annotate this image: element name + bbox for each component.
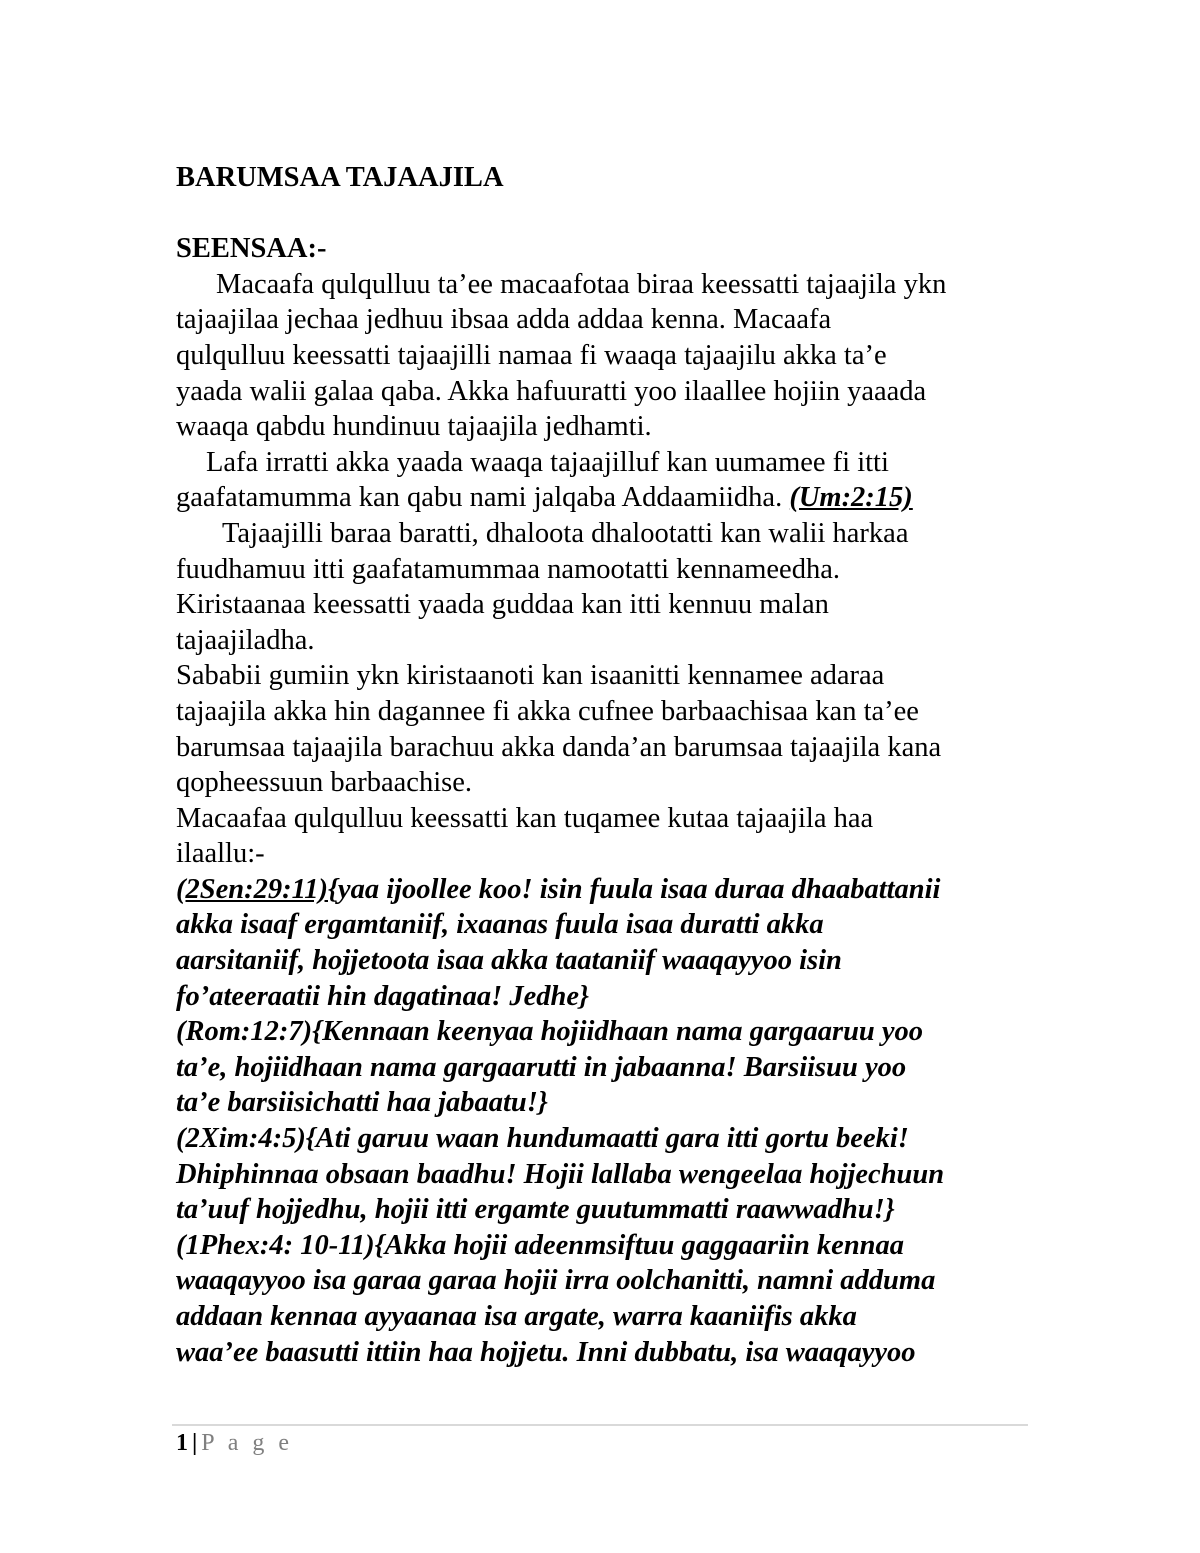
paragraph-line: ilaallu:- [176, 838, 265, 870]
paragraph-line: fuudhamuu itti gaafatamummaa namootatti kennameedha. [176, 553, 840, 585]
paragraph-text: gaafatamumma kan qabu nami jalqaba Addaamiidha. [176, 482, 790, 514]
paragraph-line: Lafa irratti akka yaada waaqa tajaajilluf kan uumamee fi itti [206, 446, 889, 478]
paragraph-line: tajaajiladha. [176, 624, 315, 656]
verse-line: Dhiphinnaa obsaan baadhu! Hojii lallaba wengeelaa hojjechuun [176, 1158, 945, 1190]
verse-line: waa’ee baasutti ittiin haa hojjetu. Inni dubbatu, isa waaqayyoo [176, 1336, 916, 1368]
paragraph-line: qopheessuun barbaachise. [176, 767, 472, 799]
paragraph-line: tajaajilaa jechaa jedhuu ibsaa adda addaa kenna. Macaafa [176, 304, 832, 336]
document-title: BARUMSAA TAJAAJILA [176, 162, 504, 193]
paragraph-line: tajaajila akka hin dagannee fi akka cufnee barbaachisaa kan ta’ee [176, 695, 919, 727]
verse-line: akka isaaf ergamtaniif, ixaanas fuula isaa duratti akka [176, 909, 824, 941]
verse-line: fo’ateeraatii hin dagatinaa! Jedhe} [176, 980, 589, 1012]
spacer [176, 196, 1036, 232]
page-footer [176, 1428, 293, 1458]
verse-line: waaqayyoo isa garaa garaa hojii irra oolchanitti, namni adduma [176, 1265, 936, 1297]
paragraph-line: qulqulluu keessatti tajaajilli namaa fi waaqa tajaajilu akka ta’e [176, 339, 887, 371]
paragraph-line: Macaafaa qulqulluu keessatti kan tuqamee kutaa tajaajila haa [176, 802, 874, 834]
verse-line: addaan kennaa ayyaanaa isa argate, warra kaaniifis akka [176, 1301, 857, 1332]
paragraph-line: Tajaajilli baraa baratti, dhaloota dhalootatti kan walii harkaa [222, 517, 909, 549]
verse-line [176, 872, 1036, 908]
scripture-reference: (2Sen:29:11) [176, 873, 328, 905]
paragraph-line: waaqa qabdu hundinuu tajaajila jedhamti. [176, 411, 652, 443]
verse-line: ta’e, hojiidhaan nama gargaarutti in jabaanna! Barsiisuu yoo [176, 1051, 907, 1083]
paragraph-line: Sababii gumiin ykn kiristaanoti kan isaanitti kennamee adaraa [176, 660, 885, 692]
paragraph-line: yaada walii galaa qaba. Akka hafuuratti yoo ilaallee hojiin yaaada [176, 375, 927, 407]
footer-divider [172, 1424, 1028, 1426]
document-page [176, 160, 1036, 1370]
verse-line: aarsitaniif, hojjetoota isaa akka taataniif waaqayyoo isin [176, 945, 842, 977]
verse-line: (1Phex:4: 10-11){Akka hojii adeenmsiftuu gaggaariin kennaa [176, 1229, 905, 1261]
paragraph-line: Macaafa qulqulluu ta’ee macaafotaa biraa keessatti tajaajila ykn [216, 268, 947, 300]
paragraph-line [176, 480, 1036, 516]
verse-line: (2Xim:4:5){Ati garuu waan hundumaatti gara itti gortu beeki! [176, 1123, 909, 1155]
verse-line: ta’e barsiisichatti haa jabaatu!} [176, 1087, 548, 1119]
paragraph-line: barumsaa tajaajila barachuu akka danda’an barumsaa tajaajila kana [176, 731, 942, 763]
paragraph-line: Kiristaanaa keessatti yaada guddaa kan itti kennuu malan [176, 589, 829, 621]
footer-separator: | [192, 1430, 198, 1456]
scripture-reference: (Um:2:15) [789, 482, 913, 514]
page-label: P a g e [201, 1430, 294, 1456]
verse-line: ta’uuf hojjedhu, hojii itti ergamte guutummatti raawwadhu!} [176, 1194, 895, 1226]
verse-text: {yaa ijoollee koo! isin fuula isaa duraa dhaabattanii [328, 873, 941, 905]
page-number: 1 [176, 1430, 188, 1456]
verse-line: (Rom:12:7){Kennaan keenyaa hojiidhaan nama gargaaruu yoo [176, 1016, 924, 1048]
section-heading: SEENSAA:- [176, 233, 327, 265]
